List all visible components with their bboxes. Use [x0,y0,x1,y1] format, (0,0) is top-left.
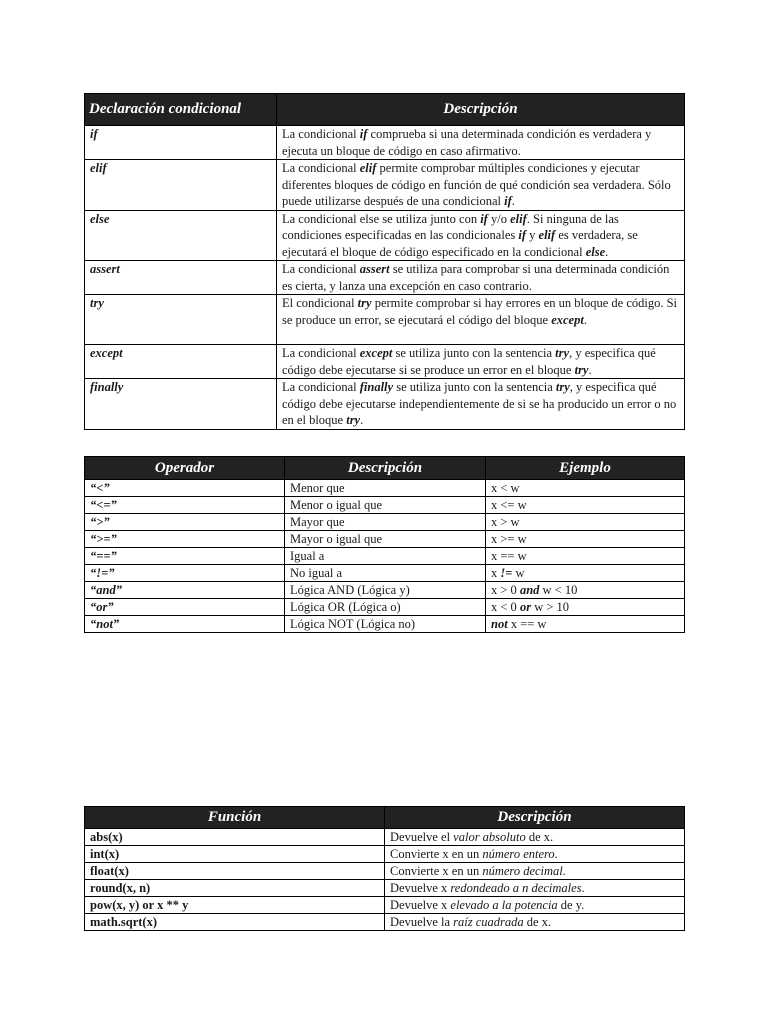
keyword-emphasis: elif [359,161,377,175]
table-row [85,863,685,880]
function-cell: float(x) [85,863,385,880]
description-cell: Mayor o igual que [285,531,486,548]
keyword-cell: finally [85,379,277,430]
functions-table [84,806,685,931]
example-cell [486,497,685,514]
operator-cell: “or” [85,599,285,616]
term-emphasis: número decimal. [482,864,566,878]
header-description: Descripción [285,457,486,480]
text-fragment: , y especifica qué código debe ejecutarse si se produce un error en el bloque [282,346,656,377]
operator-cell: “==” [85,548,285,565]
keyword-emphasis: if [518,228,527,242]
operator-cell: “<=” [85,497,285,514]
description-cell [385,897,685,914]
text-fragment: El condicional [282,296,358,310]
keyword-emphasis: or [519,600,532,614]
example-cell [486,480,685,497]
table-row [85,599,685,616]
keyword-emphasis: and [519,583,540,597]
table-row [85,160,685,211]
table-header-row [85,457,685,480]
function-cell: pow(x, y) or x ** y [85,897,385,914]
text-fragment: w > 10 [531,600,570,614]
keyword-cell: elif [85,160,277,211]
text-fragment: comprueba si una determinada condición es verdadera y ejecuta un bloque de código en caso afirmativo. [282,127,652,158]
text-fragment: x <= w [491,498,527,512]
text-fragment: se utiliza junto con la sentencia [392,346,556,360]
header-operator: Operador [85,457,285,480]
term-emphasis: número entero [482,847,555,861]
text-fragment: es verdadera, se ejecutará el bloque de código especificado en la condicional [282,228,638,259]
keyword-emphasis: not [491,617,508,631]
text-fragment: . [554,847,558,861]
text-fragment: Convierte x en un [390,847,483,861]
description-cell [385,846,685,863]
table-row [85,616,685,633]
text-fragment: de x. [525,830,554,844]
keyword-cell: if [85,126,277,160]
operator-cell: “<” [85,480,285,497]
text-fragment: se utiliza junto con la sentencia [393,380,556,394]
table-header-row [85,94,685,126]
description-cell: No igual a [285,565,486,582]
description-cell: Lógica OR (Lógica o) [285,599,486,616]
function-cell: math.sqrt(x) [85,914,385,931]
keyword-emphasis: except [551,312,584,327]
text-fragment: La condicional [282,161,360,175]
header-description: Descripción [277,94,685,126]
keyword-emphasis: elif [510,211,527,226]
operator-cell: “>=” [85,531,285,548]
text-fragment: La condicional [282,127,360,141]
text-fragment: x [491,566,501,580]
description-cell [277,295,685,345]
text-fragment: . [588,362,592,377]
text-fragment: La condicional [282,262,360,276]
example-cell [486,582,685,599]
text-fragment: x > 0 [491,583,520,597]
description-cell [277,345,685,379]
function-cell: round(x, n) [85,880,385,897]
table-row [85,261,685,295]
table-row [85,497,685,514]
text-fragment: Convierte x en un [390,864,483,878]
text-fragment: w [512,566,525,580]
text-fragment: . [605,244,609,259]
example-cell [486,616,685,633]
table-row [85,295,685,345]
example-cell [486,599,685,616]
table-row [85,126,685,160]
keyword-emphasis: finally [359,380,394,394]
description-cell: Lógica NOT (Lógica no) [285,616,486,633]
keyword-emphasis: try [357,296,372,310]
keyword-emphasis: if [504,194,512,208]
example-cell [486,531,685,548]
keyword-emphasis: != [500,566,513,580]
keyword-emphasis: else [585,244,606,259]
text-fragment: . [583,312,587,327]
text-fragment: x == w [507,617,547,631]
keyword-emphasis: assert [359,262,390,276]
example-cell [486,514,685,531]
operator-cell: “and” [85,582,285,599]
text-fragment: Devuelve x [390,881,451,895]
keyword-emphasis: except [359,346,393,360]
table-row [85,582,685,599]
description-cell [277,379,685,430]
text-fragment: Devuelve la [390,915,454,929]
keyword-emphasis: try [555,346,570,360]
table-row [85,514,685,531]
text-fragment: La condicional [282,380,360,394]
conditionals-table [84,93,685,430]
text-fragment: x == w [491,549,527,563]
operator-cell: “not” [85,616,285,633]
function-cell: abs(x) [85,829,385,846]
header-conditional-declaration: Declaración condicional [85,94,277,126]
table-row [85,846,685,863]
table-row [85,914,685,931]
text-fragment: x >= w [491,532,527,546]
table-header-row [85,807,685,829]
description-cell: Lógica AND (Lógica y) [285,582,486,599]
text-fragment: x < w [491,481,520,495]
text-fragment: La condicional else se utiliza junto con [282,211,481,226]
term-emphasis: raíz cuadrada [453,915,524,929]
text-fragment: de y. [557,898,585,912]
example-cell [486,565,685,582]
description-cell [277,160,685,211]
header-example: Ejemplo [486,457,685,480]
table-row [85,548,685,565]
description-cell [385,829,685,846]
example-cell [486,548,685,565]
header-description: Descripción [385,807,685,829]
description-cell: Igual a [285,548,486,565]
text-fragment: permite comprobar múltiples condiciones y ejecutar diferentes bloques de código en función de qué condición sea verdadera. Sólo puede utilizarse después de una condicional [282,161,671,208]
description-cell [277,210,685,261]
text-fragment: de x. [523,915,552,929]
table-row [85,210,685,261]
header-function: Función [85,807,385,829]
keyword-cell: try [85,295,277,345]
text-fragment: La condicional [282,346,360,360]
keyword-emphasis: try [574,362,589,377]
text-fragment: se utiliza para comprobar si una determinada condición es cierta, y lanza una excepción en caso contrario. [282,262,670,293]
description-cell [277,261,685,295]
description-cell [385,863,685,880]
term-emphasis: elevado a la potencia [450,898,558,912]
keyword-cell: else [85,210,277,261]
term-emphasis: redondeado a n decimales [450,881,582,895]
term-emphasis: valor absoluto [453,830,526,844]
text-fragment: x < 0 [491,600,520,614]
keyword-cell: assert [85,261,277,295]
table-row [85,345,685,379]
table-row [85,480,685,497]
text-fragment: . [581,881,585,895]
table-row [85,531,685,548]
description-cell [277,126,685,160]
operator-cell: “!=” [85,565,285,582]
text-fragment: permite comprobar si hay errores en un bloque de código. Si se produce un error, se ejecutará el código del bloque [282,296,678,327]
text-fragment: y [526,228,539,242]
text-fragment: x > w [491,515,520,529]
text-fragment: Devuelve el [390,830,454,844]
text-fragment: . [511,194,515,208]
keyword-emphasis: try [346,413,361,427]
keyword-emphasis: if [480,211,488,226]
table-row [85,829,685,846]
text-fragment: w < 10 [539,583,578,597]
text-fragment: . Si ninguna de las condiciones especificadas en las condicionales [282,211,619,242]
description-cell: Mayor que [285,514,486,531]
operator-cell: “>” [85,514,285,531]
text-fragment: y/o [487,211,511,226]
keyword-emphasis: try [555,380,570,394]
description-cell [385,914,685,931]
keyword-emphasis: if [359,127,368,141]
table-row [85,565,685,582]
function-cell: int(x) [85,846,385,863]
text-fragment: . [360,413,364,427]
text-fragment: Devuelve x [390,898,451,912]
table-row [85,379,685,430]
description-cell: Menor o igual que [285,497,486,514]
text-fragment: , y especifica qué código debe ejecutarse independientemente de si se ha producido un error o no en el bloque [282,380,677,427]
description-cell: Menor que [285,480,486,497]
table-row [85,897,685,914]
keyword-cell: except [85,345,277,379]
description-cell [385,880,685,897]
operators-table [84,456,685,633]
table-row [85,880,685,897]
keyword-emphasis: elif [538,228,556,242]
